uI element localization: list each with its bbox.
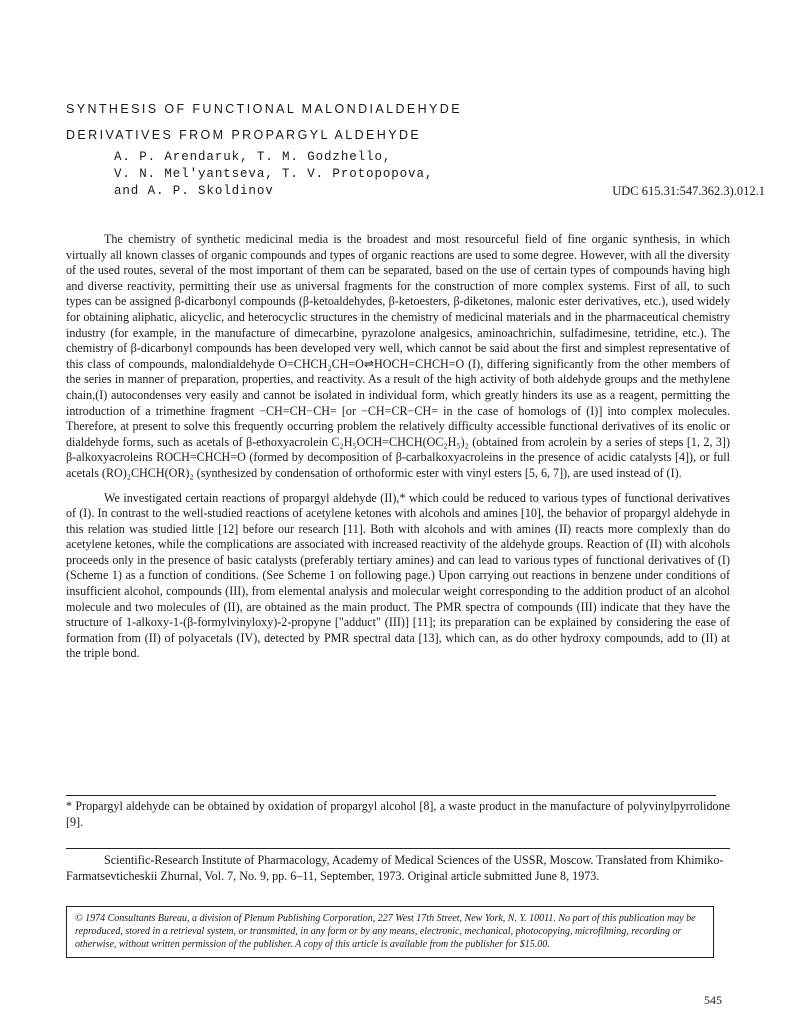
udc-code: UDC 615.31:547.362.3).012.1 [612, 184, 765, 198]
copyright-box: © 1974 Consultants Bureau, a division of Plenum Publishing Corporation, 227 West 17th Street, New York, N. Y. 10011. No part of this publication may be reproduced, stored in a retrieval system, or transmitted, in any form or by any means, electronic, mechanical, photocopying, microfilming, recording or otherwise, without written permission of the publisher. A copy of this article is available from the publisher for $15.00. [66, 906, 714, 958]
title-line-2: DERIVATIVES FROM PROPARGYL ALDEHYDE [66, 128, 422, 142]
affiliation-note: Scientific-Research Institute of Pharmacology, Academy of Medical Sciences of the USSR, Moscow. Translated from Khimiko-Farmatsevticheskii Zhurnal, Vol. 7, No. 9, pp. 6–11, September, 1973. Original article submitted June 8, 1973. [66, 853, 724, 883]
footnote-divider [66, 795, 716, 796]
footnote: * Propargyl aldehyde can be obtained by oxidation of propargyl alcohol [8], a waste product in the manufacture of polyvinylpyrrolidone [9]. [66, 799, 730, 829]
title-line-1: SYNTHESIS OF FUNCTIONAL MALONDIALDEHYDE [66, 102, 462, 116]
author-line-2: V. N. Mel'yantseva, T. V. Protopopova, [114, 167, 434, 181]
author-line-1: A. P. Arendaruk, T. M. Godzhello, [114, 150, 392, 164]
page-number: 545 [704, 993, 722, 1007]
author-list [114, 149, 534, 200]
body-paragraph-2: We investigated certain reactions of propargyl aldehyde (II),* which could be reduced to various types of functional derivatives of (I). In contrast to the well-studied reactions of acetylene ketones with alcohols and amines [10], the behavior of propargyl aldehyde in this relation was studied little [12] before our research [11]. Both with alcohols and with amines (II) reacts more complexly than do acetylene ketones, while the complications are associated with increased reactivity of the aldehyde groups. Reaction of (II) with alcohols proceeds only in the presence of basic catalysts (preferably tertiary amines) and can lead to various types of functional derivatives of (I) (Scheme 1) as a function of conditions. (See Scheme 1 on following page.) Upon carrying out reactions in benzene under conditions of insufficient alcohol, compounds (III), from elemental analysis and molecular weight corresponding to the addition product of an alcohol molecule and two molecules of (II), are obtained as the main product. The PMR spectra of compounds (III) indicate that they have the structure of 1-alkoxy-1-(β-formylvinyloxy)-2-propyne ["adduct" (III)] [11]; its preparation can be explained by considering the ease of formation from (II) of polyacetals (IV), detected by PMR spectral data [13], which can, as do other hydroxy compounds, add to (II) at the triple bond. [66, 490, 730, 661]
body-paragraph-1: The chemistry of synthetic medicinal media is the broadest and most resourceful field of fine organic synthesis, in which virtually all known classes of organic compounds and types of organic reactions are used to some degree. However, with all the diversity of the used routes, several of the most important of them can be separated, based on the use of certain types of compounds having high and diverse reactivity, permitting their use as universal fragments for the construction of more complex systems. First of all, to such types can be assigned β-dicarbonyl compounds (β-ketoaldehydes, β-ketoesters, β-diketones, malonic ester derivatives, etc.), used widely for obtaining aliphatic, alicyclic, and heterocyclic structures in the chemistry of medicinal materials and in the pharmaceutical chemistry industry (for example, in the manufacture of dimecarbine, pyrazolone analgesics, aminoachrichin, sulfadimesine, tetridine, etc.). The chemistry of β-dicarbonyl compounds has been developed very well, which cannot be said about the first and simplest representative of this class of compounds, malondialdehyde O=CHCH₂CH=O⇌HOCH=CHCH=O (I), differing significantly from the other members of the series in manner of preparation, properties, and reactivity. As a result of the high activity of both aldehyde groups and the methylene chain,(I) autocondenses very easily and cannot be isolated in individual form, which greatly hinders its use as a reagent, permitting the introduction of a trimethine fragment −CH=CH−CH= [or −CH=CR−CH= in the case of homologs of (I)] into complex molecules. Therefore, at present to solve this frequently occurring problem the relatively difficulty accessible functional derivatives of its enolic or dialdehyde forms, such as acetals of β-ethoxyacrolein C₂H₅OCH=CHCH(OC₂H₅)₂ (obtained from acrolein by a series of steps [1, 2, 3]) β-alkoxyacroleins ROCH=CHCH=O (formed by decomposition of β-carbalkoxyacroleins in the presence of acidic catalysts [4]), or full acetals (RO)₂CHCH(OR)₂ (synthesized by condensation of orthoformic ester with vinyl esters [5, 6, 7]), are used instead of (I). [66, 232, 730, 480]
affiliation-divider [66, 848, 730, 849]
article-body [66, 232, 730, 662]
author-line-3: and A. P. Skoldinov [114, 184, 274, 198]
article-title [66, 96, 626, 148]
